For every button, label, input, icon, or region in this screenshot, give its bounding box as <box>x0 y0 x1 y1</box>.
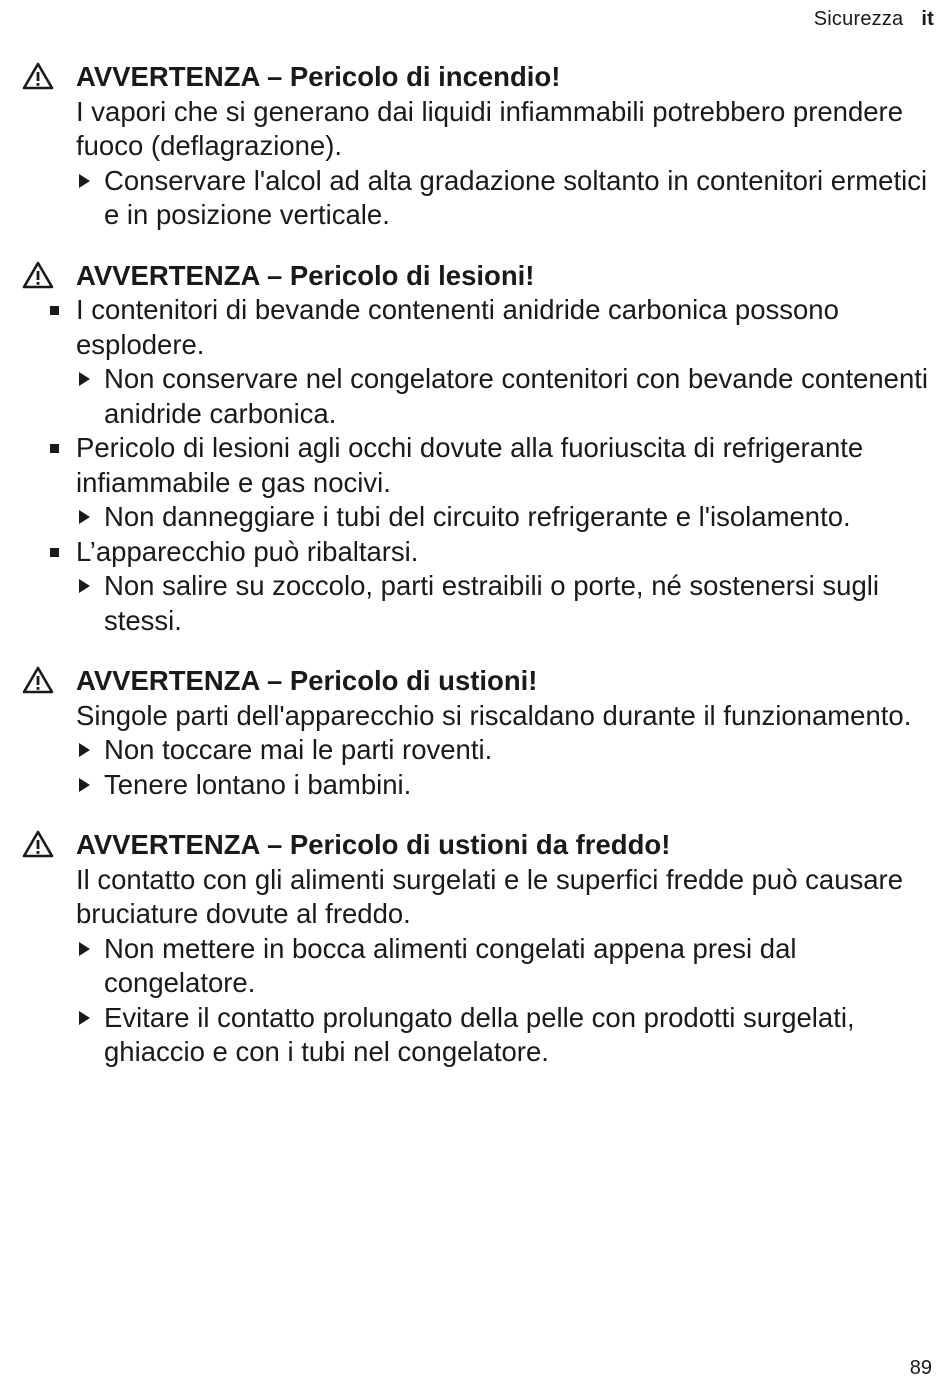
step-text: Non conservare nel congelatore contenitori con bevande contenenti anidride carbonica. <box>104 363 929 429</box>
bullet-square-icon <box>50 306 59 315</box>
step-text: Conservare l'alcol ad alta gradazione soltanto in contenitori ermetici e in posizione verticale. <box>104 164 928 230</box>
warning-triangle-icon <box>22 62 54 90</box>
step-text: Evitare il contatto prolungato della pelle con prodotti surgelati, ghiaccio e con i tubi nel congelatore. <box>104 1001 855 1067</box>
step-text: Non toccare mai le parti roventi. <box>104 734 493 765</box>
warning-text: Il contatto con gli alimenti surgelati e le superfici fredde può causare bruciature dovute al freddo. <box>76 863 903 929</box>
hazard-item <box>76 535 930 570</box>
page-header <box>814 8 934 31</box>
warning-title: AVVERTENZA – Pericolo di incendio! <box>76 61 561 92</box>
action-step <box>104 500 930 535</box>
action-step <box>104 569 930 638</box>
step-arrow-icon <box>79 579 90 593</box>
step-arrow-icon <box>79 942 90 956</box>
warning-triangle-icon <box>22 261 54 289</box>
warning-text: Singole parti dell'apparecchio si riscaldano durante il funzionamento. <box>76 699 912 731</box>
language-code: it <box>921 8 934 30</box>
warning-triangle-icon <box>22 666 54 694</box>
step-text: Non danneggiare i tubi del circuito refrigerante e l'isolamento. <box>104 501 851 532</box>
warning-title: AVVERTENZA – Pericolo di lesioni! <box>76 259 535 291</box>
step-arrow-icon <box>79 510 90 524</box>
hazard-item <box>76 431 930 500</box>
hazard-text: I contenitori di bevande contenenti anidride carbonica possono esplodere. <box>76 294 839 360</box>
action-step <box>104 768 930 803</box>
warning-burns <box>0 664 950 802</box>
step-text: Tenere lontano i bambini. <box>104 768 412 800</box>
step-arrow-icon <box>79 372 90 386</box>
action-step <box>104 362 930 431</box>
section-title: Sicurezza <box>813 8 904 30</box>
safety-content <box>0 60 950 1096</box>
action-step <box>104 932 930 1001</box>
step-text: Non salire su zoccolo, parti estraibili o porte, né sostenersi sugli stessi. <box>104 570 879 636</box>
step-arrow-icon <box>79 1011 90 1025</box>
warning-injury <box>0 259 950 639</box>
step-arrow-icon <box>79 743 90 757</box>
bullet-square-icon <box>50 444 59 453</box>
warning-cold-burns <box>0 828 950 1070</box>
warning-fire <box>0 60 950 233</box>
hazard-text: Pericolo di lesioni agli occhi dovute alla fuoriuscita di refrigerante infiammabile e gas nocivi. <box>76 432 864 498</box>
step-text: Non mettere in bocca alimenti congelati appena presi dal congelatore. <box>104 932 797 998</box>
page-number: 89 <box>909 1357 932 1379</box>
action-step <box>104 164 930 233</box>
bullet-square-icon <box>50 548 59 557</box>
warning-title: AVVERTENZA – Pericolo di ustioni da freddo! <box>76 829 671 860</box>
warning-title: AVVERTENZA – Pericolo di ustioni! <box>76 665 538 696</box>
action-step <box>104 1001 930 1070</box>
step-arrow-icon <box>79 778 90 792</box>
hazard-text: L’apparecchio può ribaltarsi. <box>76 535 419 567</box>
step-arrow-icon <box>79 174 90 188</box>
warning-text: I vapori che si generano dai liquidi infiammabili potrebbero prendere fuoco (deflagrazione). <box>76 95 904 161</box>
hazard-item <box>76 293 930 362</box>
action-step <box>104 733 930 768</box>
warning-triangle-icon <box>22 830 54 858</box>
